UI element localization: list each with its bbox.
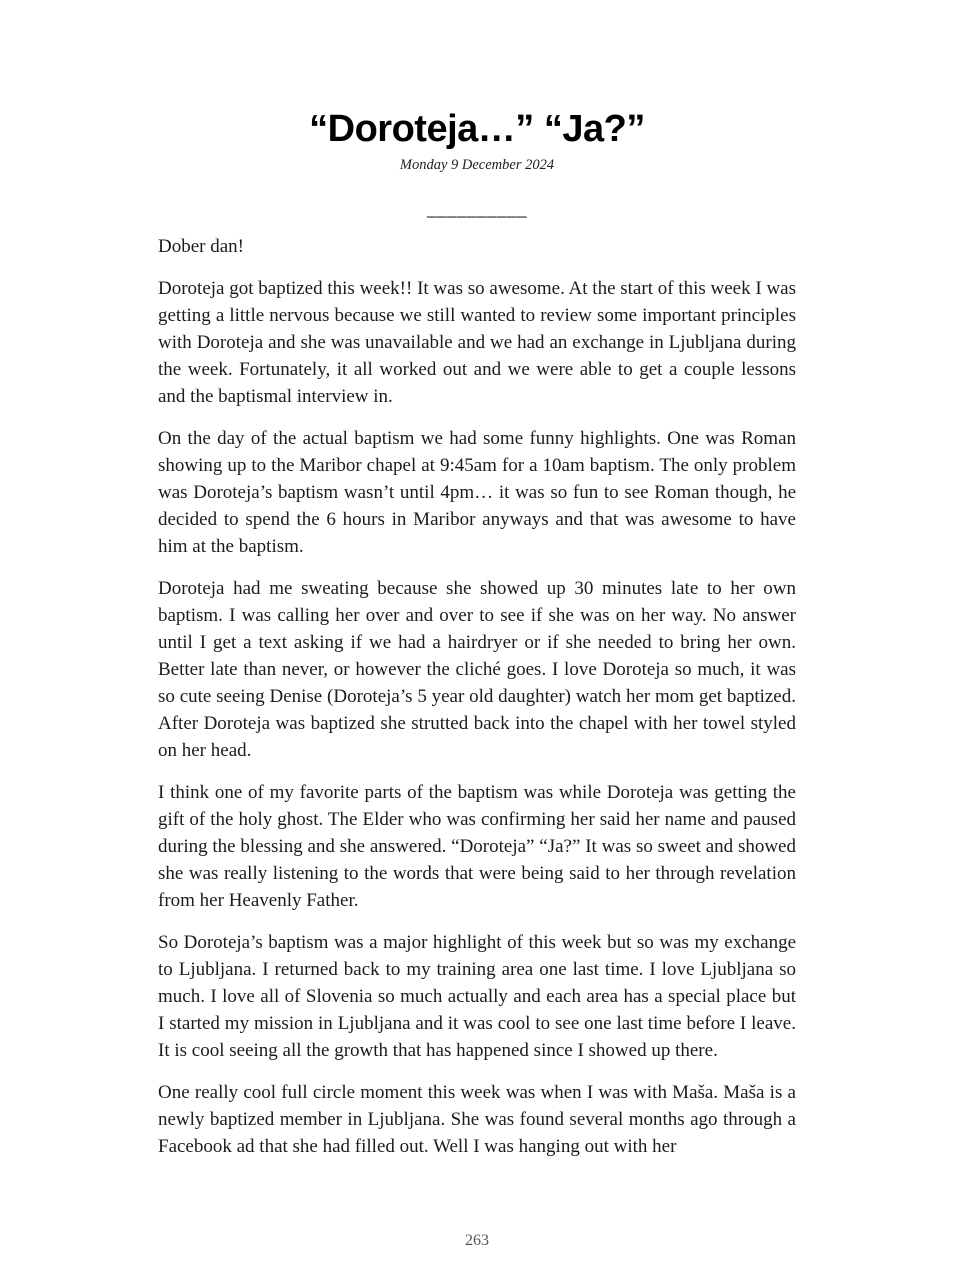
section-divider: __________: [427, 199, 527, 220]
body-paragraph: Doroteja got baptized this week!! It was so awesome. At the start of this week I was getting a little nervous because we still wanted to review some important principles with Doroteja and she was unavailable and we had an exchange in Ljubljana during the week. Fortunately, it all worked out and we were able to get a couple lessons and the baptismal interview in.: [158, 278, 796, 407]
date-line: Monday 9 December 2024: [399, 157, 555, 173]
body-paragraph: Doroteja had me sweating because she showed up 30 minutes late to her own baptism. I was calling her over and over to see if she was on her way. No answer until I get a text asking if we had a hairdryer or if she needed to bring her own. Better late than never, or however the cliché goes. I love Doroteja so much, it was so cute seeing Denise (Doroteja’s 5 year old daughter) watch her mom get baptized. After Doroteja was baptized she strutted back into the chapel with her towel styled on her head.: [158, 578, 796, 761]
body-paragraph: I think one of my favorite parts of the baptism was while Doroteja was getting the gift of the holy ghost. The Elder who was confirming her said her name and paused during the blessing and she answered. “Doroteja” “Ja?” It was so sweet and showed she was really listening to the words that were being said to her through revelation from her Heavenly Father.: [158, 782, 796, 911]
body-paragraph: One really cool full circle moment this week was when I was with Maša. Maša is a newly baptized member in Ljubljana. She was found several months ago through a Facebook ad that she had filled out. Well I was hanging out with her: [158, 1082, 796, 1157]
page-title: “Doroteja…” “Ja?”: [309, 108, 645, 150]
page-number: 263: [465, 1232, 489, 1249]
body-paragraph: On the day of the actual baptism we had some funny highlights. One was Roman showing up to the Maribor chapel at 9:45am for a 10am baptism. The only problem was Doroteja’s baptism wasn’t until 4pm… it was so fun to see Roman though, he decided to spend the 6 hours in Maribor anyways and that was awesome to have him at the baptism.: [158, 428, 796, 557]
greeting-paragraph: Dober dan!: [158, 236, 244, 257]
body-paragraph: So Doroteja’s baptism was a major highlight of this week but so was my exchange to Ljubljana. I returned back to my training area one last time. I love Ljubljana so much. I love all of Slovenia so much actually and each area has a special place but I started my mission in Ljubljana and it was cool to see one last time before I leave. It is cool seeing all the growth that has happened since I showed up there.: [158, 932, 796, 1061]
